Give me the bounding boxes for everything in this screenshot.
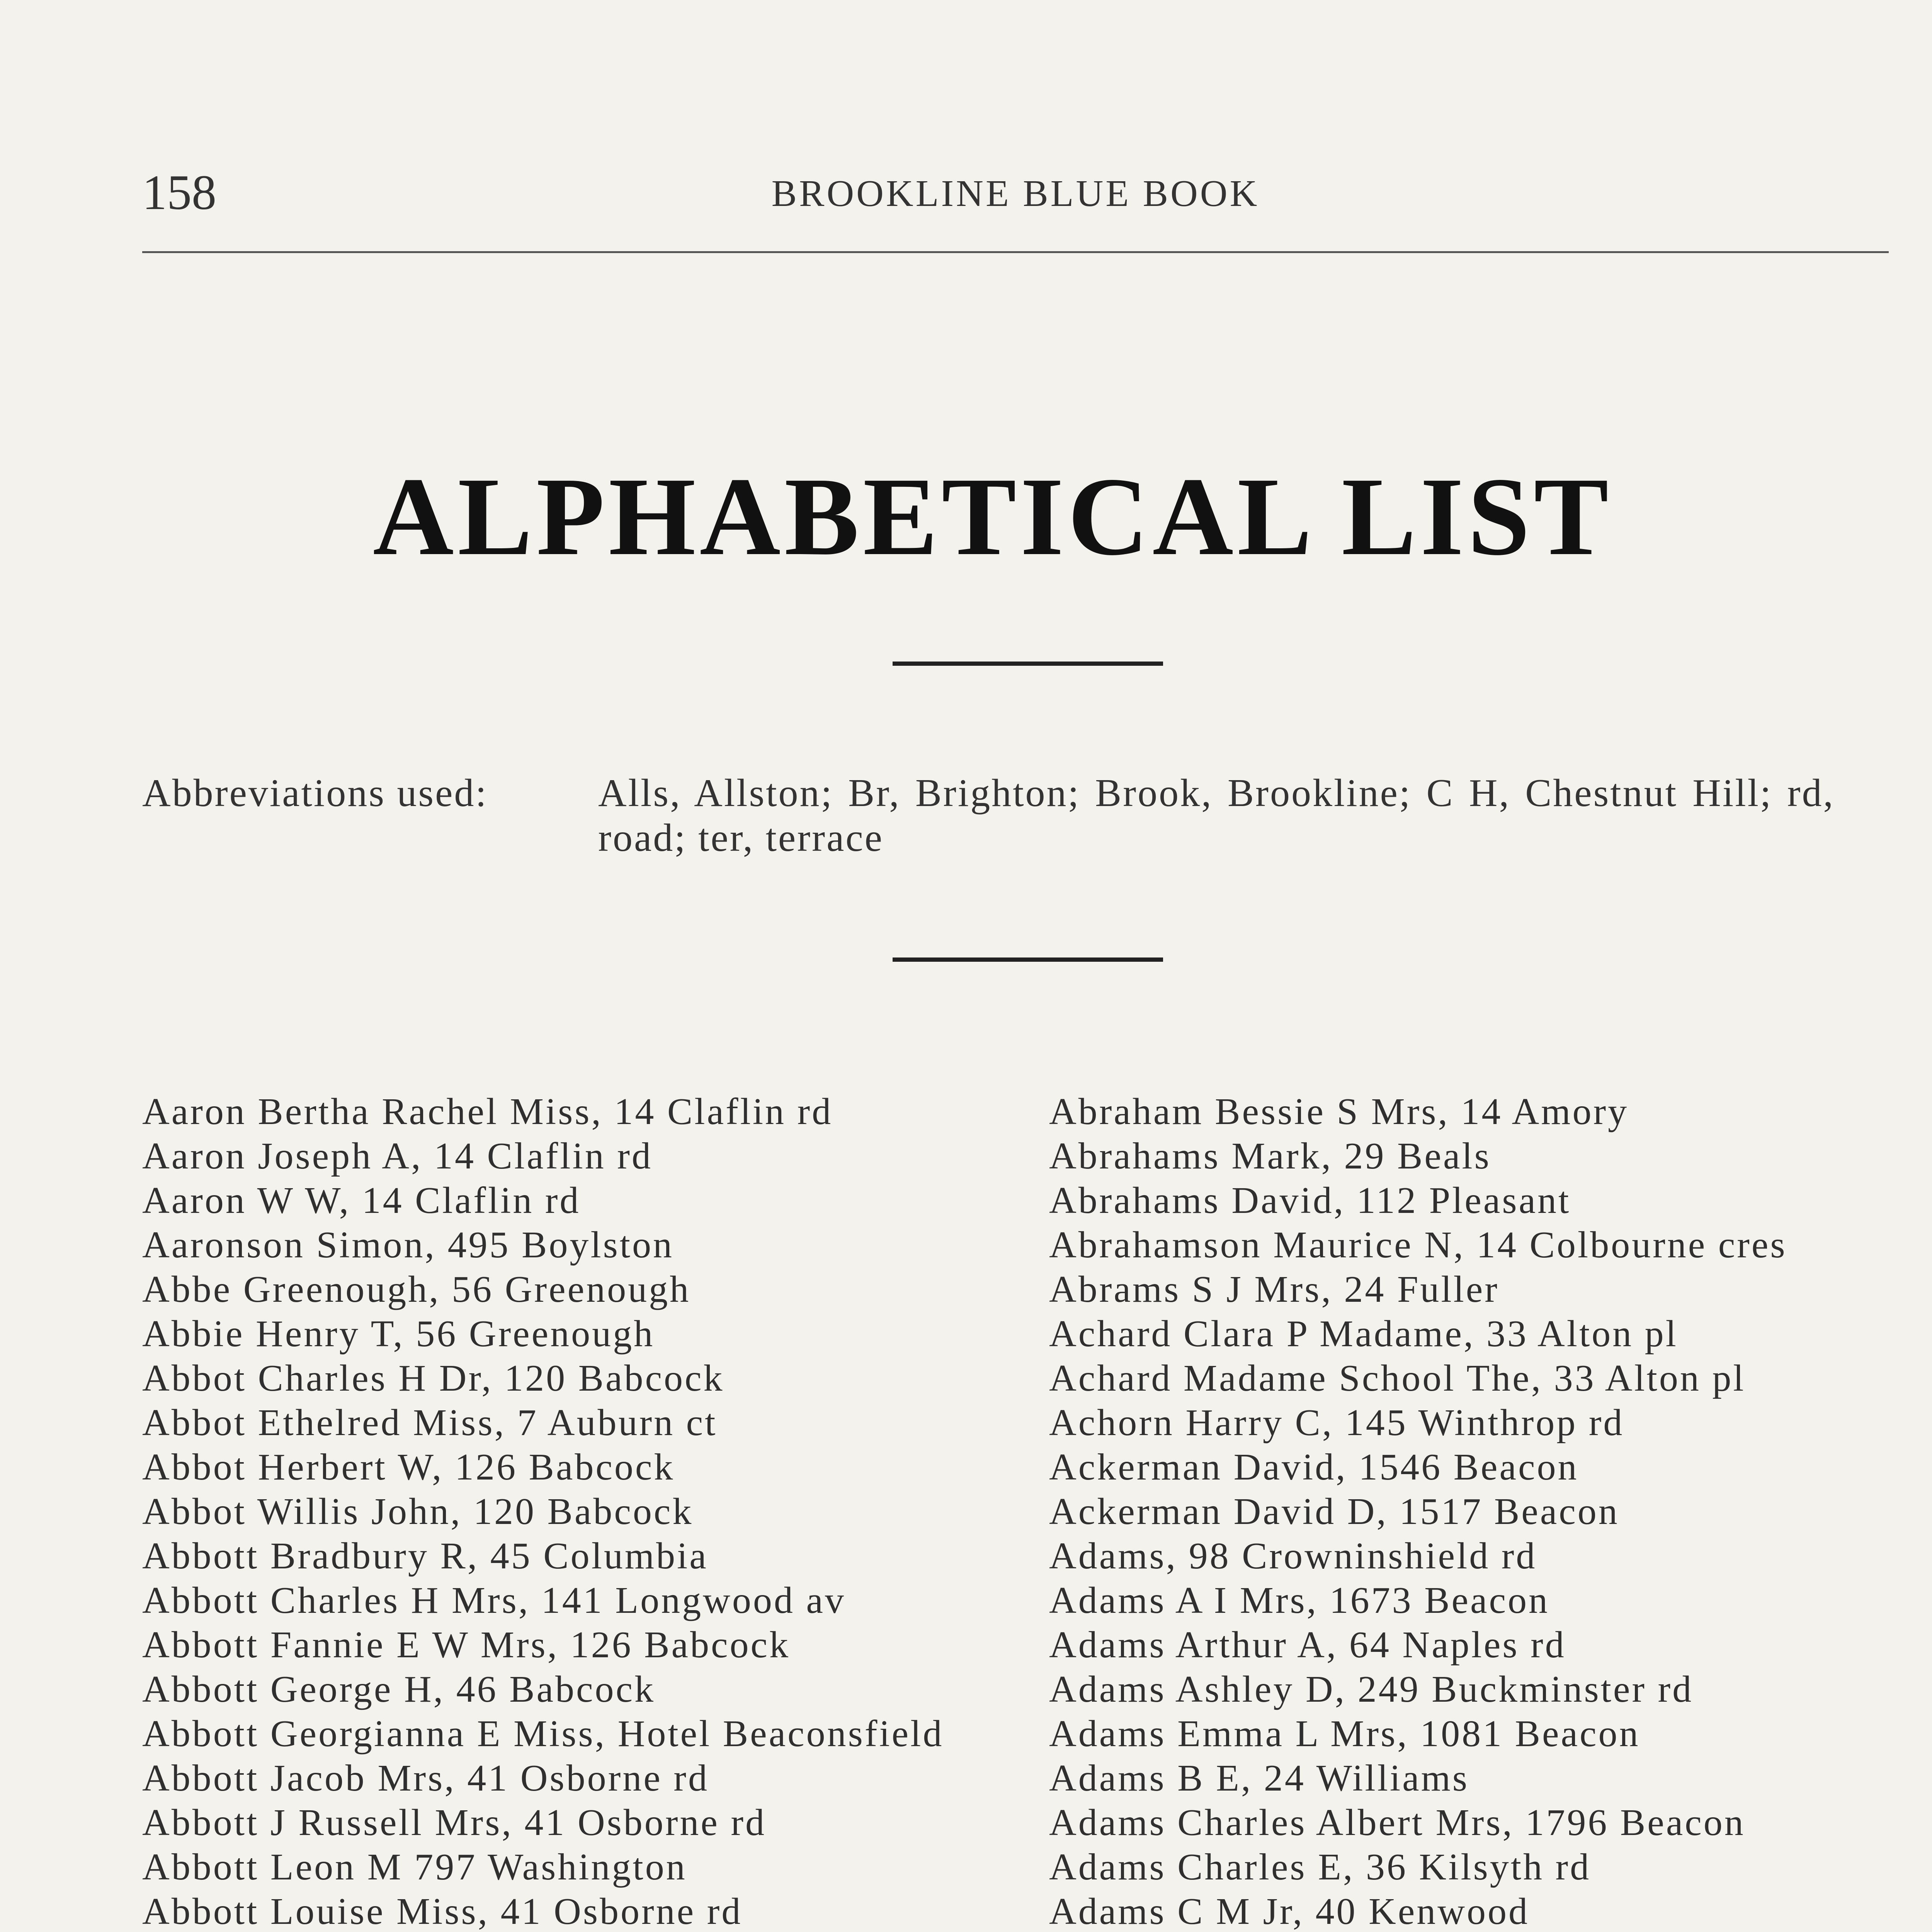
abbreviations-text: Alls, Allston; Br, Brighton; Brook, Brookline; C H, Chestnut Hill; rd, road; ter, terrace xyxy=(598,771,1835,860)
directory-entry: Abbe Greenough, 56 Greenough xyxy=(142,1269,691,1310)
directory-entry: Achorn Harry C, 145 Winthrop rd xyxy=(1049,1402,1624,1444)
directory-entry: Ackerman David, 1546 Beacon xyxy=(1049,1446,1579,1488)
directory-entry: Achard Clara P Madame, 33 Alton pl xyxy=(1049,1313,1678,1355)
directory-entry: Abbott Louise Miss, 41 Osborne rd xyxy=(142,1891,743,1932)
directory-entry: Adams C M Jr, 40 Kenwood xyxy=(1049,1891,1530,1932)
directory-entry: Adams Charles E, 36 Kilsyth rd xyxy=(1049,1846,1591,1888)
directory-entry: Adams Charles Albert Mrs, 1796 Beacon xyxy=(1049,1802,1745,1844)
directory-entry: Abbott Bradbury R, 45 Columbia xyxy=(142,1535,708,1577)
abbreviations-note xyxy=(142,771,1842,861)
directory-entry: Abbott George H, 46 Babcock xyxy=(142,1668,655,1710)
directory-entry: Abrahamson Maurice N, 14 Colbourne cres xyxy=(1049,1224,1787,1266)
directory-entry: Aaron W W, 14 Claflin rd xyxy=(142,1180,581,1221)
title-rule-bottom xyxy=(893,957,1163,962)
directory-entry: Aaronson Simon, 495 Boylston xyxy=(142,1224,674,1266)
directory-entry: Abbot Herbert W, 126 Babcock xyxy=(142,1446,675,1488)
directory-entry: Achard Madame School The, 33 Alton pl xyxy=(1049,1357,1746,1399)
directory-entry: Ackerman David D, 1517 Beacon xyxy=(1049,1491,1619,1532)
header-rule xyxy=(142,251,1889,253)
page-number: 158 xyxy=(142,165,216,220)
directory-entry: Abbot Willis John, 120 Babcock xyxy=(142,1491,694,1532)
directory-entry: Abbott Leon M 797 Washington xyxy=(142,1846,687,1888)
directory-entry: Abbott Fannie E W Mrs, 126 Babcock xyxy=(142,1624,791,1666)
directory-column-right xyxy=(1049,1090,1895,1932)
directory-entry: Adams Ashley D, 249 Buckminster rd xyxy=(1049,1668,1694,1710)
running-head xyxy=(142,156,1889,234)
directory-entry: Abbott Jacob Mrs, 41 Osborne rd xyxy=(142,1757,709,1799)
directory-entry: Adams Emma L Mrs, 1081 Beacon xyxy=(1049,1713,1640,1755)
directory-entry: Adams, 98 Crowninshield rd xyxy=(1049,1535,1537,1577)
directory-entry: Abbie Henry T, 56 Greenough xyxy=(142,1313,655,1355)
directory-entry: Abbott J Russell Mrs, 41 Osborne rd xyxy=(142,1802,767,1844)
directory-entry: Abbott Georgianna E Miss, Hotel Beaconsfield xyxy=(142,1713,944,1755)
book-title: BROOKLINE BLUE BOOK xyxy=(771,173,1260,214)
directory-entry: Adams Arthur A, 64 Naples rd xyxy=(1049,1624,1566,1666)
directory-column-left xyxy=(142,1090,985,1932)
directory-entry: Abbot Charles H Dr, 120 Babcock xyxy=(142,1357,724,1399)
directory-entry: Adams B E, 24 Williams xyxy=(1049,1757,1469,1799)
directory-entry: Adams A I Mrs, 1673 Beacon xyxy=(1049,1580,1549,1621)
directory-entry: Abraham Bessie S Mrs, 14 Amory xyxy=(1049,1091,1629,1133)
directory-entry: Abrahams David, 112 Pleasant xyxy=(1049,1180,1571,1221)
directory-entry: Abbott Charles H Mrs, 141 Longwood av xyxy=(142,1580,846,1621)
directory-entry: Aaron Bertha Rachel Miss, 14 Claflin rd xyxy=(142,1091,833,1133)
title-rule-top xyxy=(893,662,1163,666)
page-title: ALPHABETICAL LIST xyxy=(373,454,1612,578)
directory-entry: Abrams S J Mrs, 24 Fuller xyxy=(1049,1269,1499,1310)
directory-entry: Abrahams Mark, 29 Beals xyxy=(1049,1135,1491,1177)
abbreviations-label: Abbreviations used: xyxy=(142,771,488,815)
directory-entry: Abbot Ethelred Miss, 7 Auburn ct xyxy=(142,1402,718,1444)
directory-entry: Aaron Joseph A, 14 Claflin rd xyxy=(142,1135,653,1177)
